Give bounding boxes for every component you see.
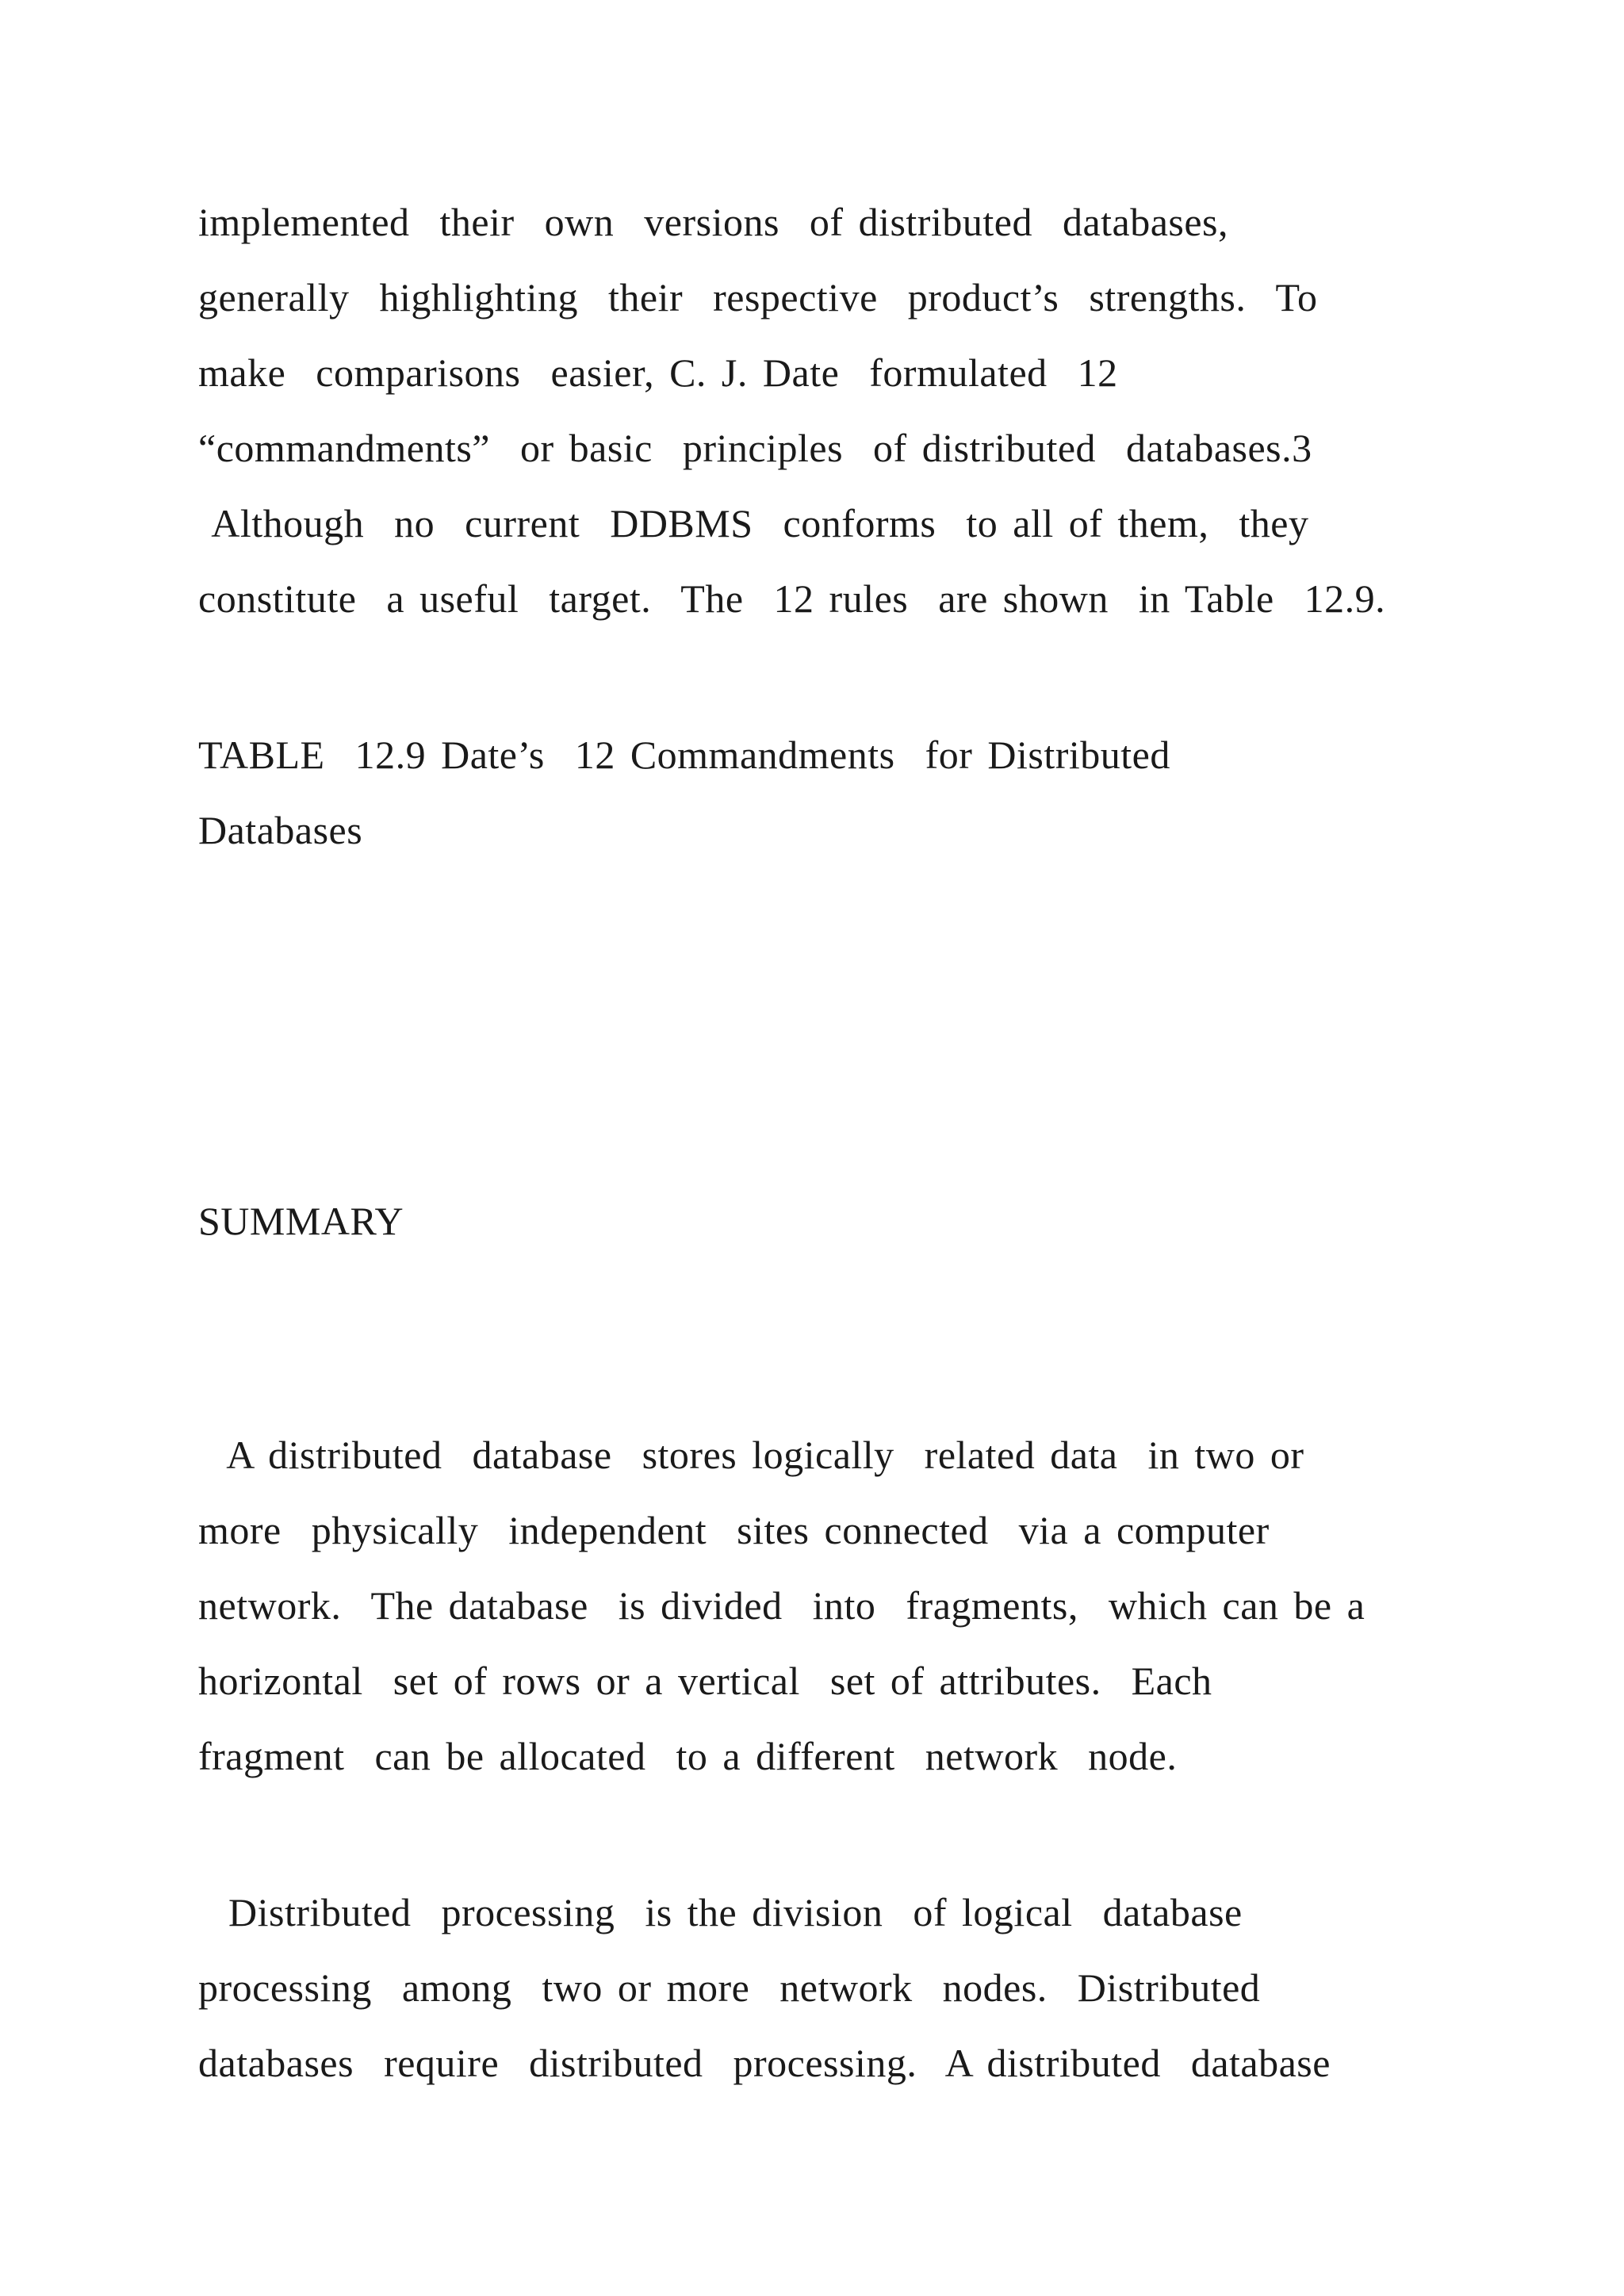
table-caption-line-1: TABLE 12.9 Date’s 12 Commandments for Distributed	[198, 733, 1170, 777]
intro-line-3: make comparisons easier, C. J. Date formulated 12	[198, 350, 1118, 395]
summary-1-line-3: network. The database is divided into fragments, which can be a	[198, 1583, 1365, 1628]
intro-line-4: “commandments” or basic principles of distributed databases.3	[198, 426, 1312, 470]
intro-line-1: implemented their own versions of distributed databases,	[198, 200, 1229, 244]
intro-line-5: Although no current DDBMS conforms to all of them, they	[198, 501, 1309, 545]
summary-1-line-1: A distributed database stores logically related data in two or	[198, 1433, 1304, 1477]
section-heading: SUMMARY	[198, 1199, 404, 1243]
table-caption-line-2: Databases	[198, 808, 363, 852]
intro-line-2: generally highlighting their respective product’s strengths. To	[198, 275, 1318, 320]
summary-1-line-2: more physically independent sites connected via a computer	[198, 1508, 1270, 1552]
summary-2-line-1: Distributed processing is the division of logical database	[198, 1890, 1243, 1934]
summary-2-line-3: databases require distributed processing. A distributed database	[198, 2041, 1331, 2085]
intro-line-6: constitute a useful target. The 12 rules are shown in Table 12.9.	[198, 576, 1386, 621]
summary-2-line-2: processing among two or more network nodes. Distributed	[198, 1965, 1261, 2010]
summary-1-line-4: horizontal set of rows or a vertical set of attributes. Each	[198, 1659, 1212, 1703]
summary-1-line-5: fragment can be allocated to a different network node.	[198, 1734, 1178, 1778]
